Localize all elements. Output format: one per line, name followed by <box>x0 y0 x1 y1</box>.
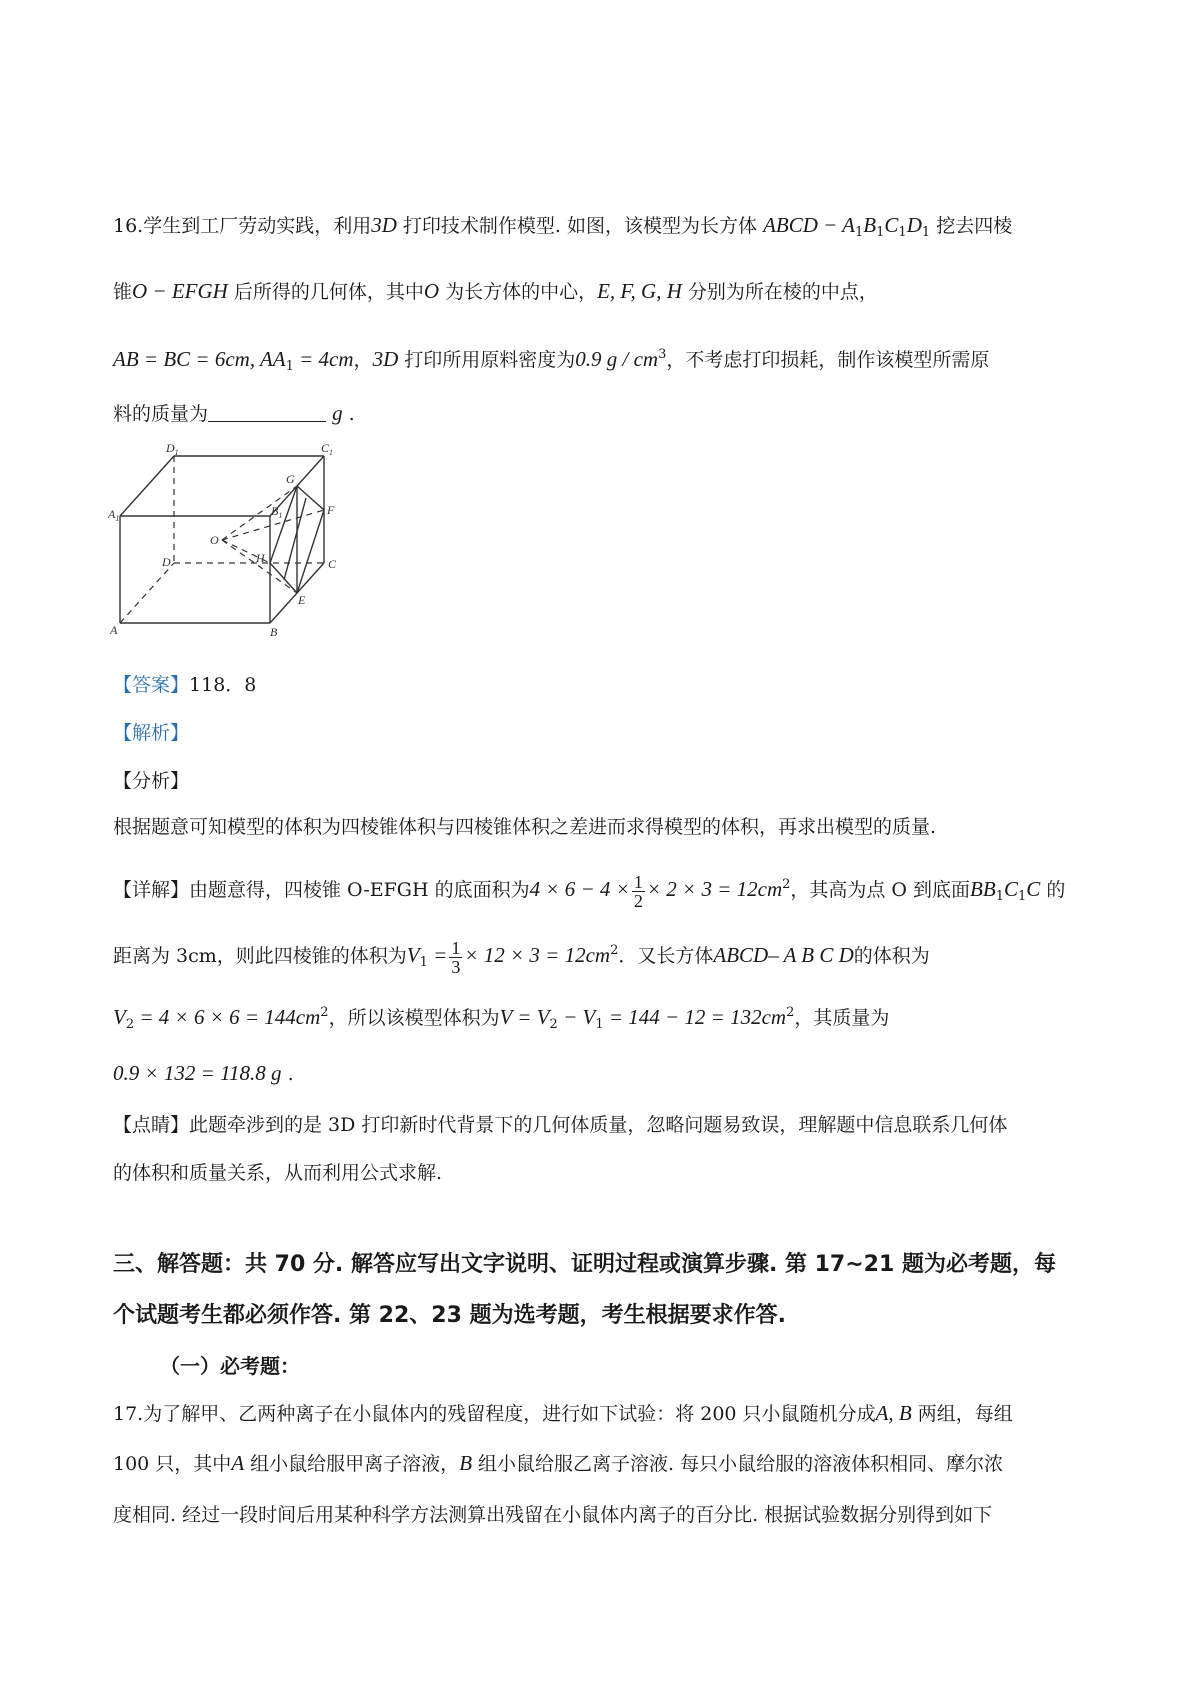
label-F: F <box>327 503 335 517</box>
label-A1: $A_1$ <box>108 507 120 523</box>
detail-line3: $V_2 = 4 \times 6 \times 6 = 144cm^2$，所以该模型体积为$V = V_2 - V_1 = 144 - 12 = 132cm^2$，其质量为 <box>113 1005 890 1032</box>
label-H: H <box>256 551 265 565</box>
cuboid-pyramid-diagram <box>108 438 378 648</box>
label-D: D <box>162 555 171 569</box>
dianjing-line2: 的体积和质量关系，从而利用公式求解. <box>113 1162 443 1184</box>
label-O: O <box>210 533 219 547</box>
detail-line1: 【详解】由题意得，四棱锥 O-EFGH 的底面积为4 × 6 − 4 × $\frac{1}{2}$ × $2 \times 3 = 12cm^2$，其高为点 O 到底面$BB_1C_1C$ 的 <box>113 871 1066 911</box>
fraction-one-third: $\frac{1}{3}$ <box>451 937 461 977</box>
problem17-line3: 度相同. 经过一段时间后用某种科学方法测算出残留在小鼠体内离子的百分比. 根据试验数据分别得到如下 <box>113 1504 993 1526</box>
geometry-figure <box>108 438 378 648</box>
analysis-tag: 【解析】 <box>113 722 190 744</box>
label-E: E <box>298 593 306 607</box>
fenxi-tag: 【分析】 <box>113 770 190 792</box>
label-C: C <box>328 557 337 571</box>
label-G: G <box>286 472 295 486</box>
dianjing-line1: 【点睛】此题牵涉到的是 3D 打印新时代背景下的几何体质量，忽略问题易致误，理解题中信息联系几何体 <box>113 1114 1008 1136</box>
label-C1: $C_1$ <box>321 441 334 457</box>
label-D1: $D_1$ <box>166 441 179 457</box>
problem16-line2: 锥O − EFGH 后所得的几何体，其中O 为长方体的中心，E, F, G, H 分别为所在棱的中点， <box>113 279 878 303</box>
section3-subheading: （一）必考题： <box>160 1354 300 1378</box>
fenxi-text: 根据题意可知模型的体积为四棱锥体积与四棱锥体积之差进而求得模型的体积，再求出模型的质量. <box>113 816 937 838</box>
answer-blank <box>208 401 326 422</box>
detail-line4: 0.9 × 132 = 118.8 g . <box>113 1061 294 1085</box>
section3-heading-line2: 个试题考生都必须作答. 第 22、23 题为选考题，考生根据要求作答. <box>113 1303 786 1328</box>
answer-line: 【答案】118．8 <box>113 674 257 696</box>
problem16-line3: AB = BC = 6cm, $AA_1 = 4cm$，3D 打印所用原料密度为0.9 g / $cm^3$，不考虑打印损耗，制作该模型所需原 <box>113 347 990 374</box>
label-A: A <box>110 623 118 637</box>
problem17-line1: 17.为了解甲、乙两种离子在小鼠体内的残留程度，进行如下试验：将 200 只小鼠随机分成A, B 两组，每组 <box>113 1401 1013 1425</box>
problem17-line2: 100 只，其中A 组小鼠给服甲离子溶液，B 组小鼠给服乙离子溶液. 每只小鼠给服的溶液体积相同、摩尔浓 <box>113 1451 1004 1475</box>
fraction-one-half: $\frac{1}{2}$ <box>633 871 643 911</box>
section3-heading-line1: 三、解答题：共 70 分. 解答应写出文字说明、证明过程或演算步骤. 第 17~21 题为必考题，每 <box>113 1252 1056 1277</box>
problem16-line4: 料的质量为 g . <box>113 401 355 425</box>
label-B1: $B_1$ <box>271 504 283 520</box>
detail-line2: 距离为 3cm，则此四棱锥的体积为$V_1$ = $\frac{1}{3}$ × $12 \times 3 = 12cm^2$．又长方体ABCD– A B C D的体积为 <box>113 937 930 977</box>
problem16-line1: 16.学生到工厂劳动实践，利用3D 打印技术制作模型. 如图，该模型为长方体 ABCD − $A_1B_1C_1D_1$ 挖去四棱 <box>113 213 1013 240</box>
label-B: B <box>270 625 278 639</box>
